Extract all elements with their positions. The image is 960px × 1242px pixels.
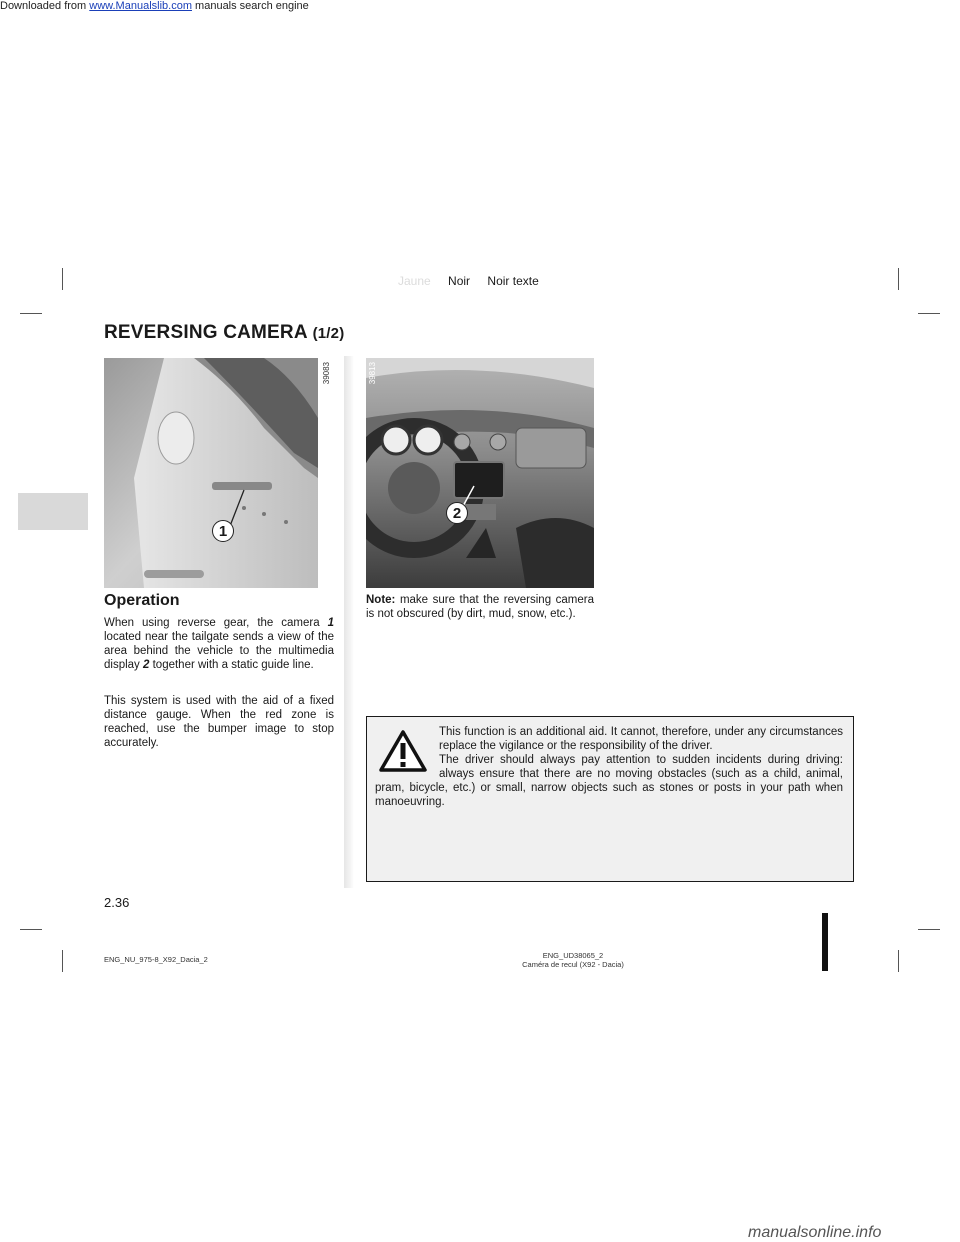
title-main: REVERSING CAMERA: [104, 322, 308, 343]
prepress-jaune: Jaune: [398, 274, 431, 288]
crop-mark: [898, 950, 899, 972]
note-text: make sure that the reversing camera is not obscured (by dirt, mud, snow, etc.).: [366, 594, 594, 620]
operation-paragraph-2: This system is used with the aid of a fixed distance gauge. When the red zone is reached, use the bumper image to stop accurately.: [104, 695, 334, 749]
callout-1: 1: [212, 520, 234, 542]
figure-vehicle-rear: [104, 358, 318, 588]
prepress-labels: [398, 274, 553, 288]
operation-text: When using reverse gear, the camera: [104, 617, 328, 629]
crop-mark: [918, 313, 940, 314]
page-number: 2.36: [104, 895, 130, 910]
manualslib-link[interactable]: www.Manualslib.com: [89, 0, 192, 12]
warning-line-2: The driver should always pay attention to sudden incidents during driving: always ensure that there are no moving obstacles (such as a child, animal, pram, bicycle, etc.) or small, narrow objects such as stones or posts in your path when manoeuvring.: [375, 754, 843, 808]
operation-text: located near the tailgate sends a view of the area behind the vehicle to the multimedia display: [104, 631, 334, 671]
download-banner: [0, 0, 309, 12]
figure-id-left: 39083: [322, 362, 331, 385]
chapter-rule: [822, 913, 828, 971]
figure-dashboard: [366, 358, 594, 588]
footer-right-line-1: ENG_UD38065_2: [542, 951, 604, 960]
footer-right-code: [508, 951, 638, 969]
bottom-watermark: [0, 1222, 960, 1242]
warning-line-1: This function is an additional aid. It cannot, therefore, under any circumstances replace the vigilance or the responsibility of the driver.: [439, 726, 843, 752]
column-divider: [344, 356, 354, 888]
ref-number: 2: [143, 659, 150, 671]
crop-mark: [62, 268, 63, 290]
prepress-noir-texte: Noir texte: [487, 274, 539, 288]
warning-text: [375, 725, 843, 809]
watermark-text: manualsonline.info: [748, 1224, 882, 1241]
vehicle-rear-illustration: [104, 358, 318, 588]
ref-number: 1: [327, 617, 334, 629]
crop-mark: [20, 313, 42, 314]
crop-mark: [918, 929, 940, 930]
operation-heading: Operation: [104, 592, 180, 609]
page-title: [104, 322, 344, 344]
chapter-tab: [18, 493, 88, 530]
operation-text: together with a static guide line.: [149, 659, 314, 671]
crop-mark: [62, 950, 63, 972]
crop-mark: [898, 268, 899, 290]
banner-prefix: Downloaded from: [0, 0, 87, 12]
warning-box: [366, 716, 854, 882]
prepress-noir: Noir: [448, 274, 471, 288]
figure-id-right: 39813: [368, 362, 377, 385]
title-part: (1/2): [312, 325, 345, 342]
warning-triangle-icon: [379, 729, 427, 773]
footer-left-code: ENG_NU_975-8_X92_Dacia_2: [104, 955, 208, 964]
footer-right-line-2: Caméra de recul (X92 - Dacia): [522, 960, 624, 969]
banner-suffix: manuals search engine: [195, 0, 309, 12]
crop-mark: [20, 929, 42, 930]
note-paragraph: [366, 593, 594, 621]
operation-paragraph-1: [104, 616, 334, 672]
dashboard-illustration: [366, 358, 594, 588]
callout-2: 2: [446, 502, 468, 524]
note-label: Note:: [366, 594, 396, 606]
